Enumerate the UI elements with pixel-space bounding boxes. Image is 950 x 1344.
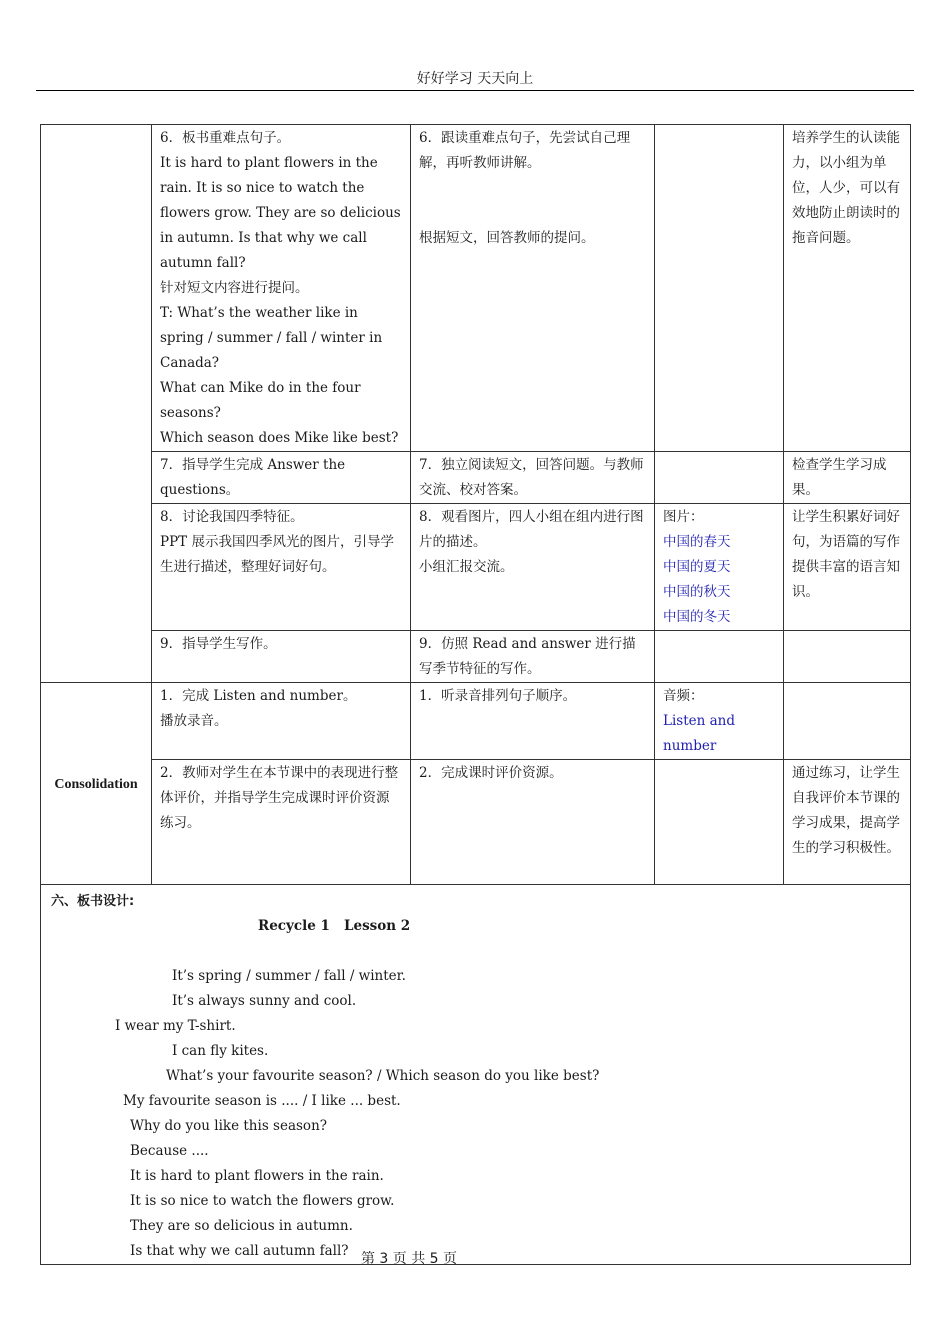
teacher-activity-cell: 2．教师对学生在本节课中的表现进行整体评价，并指导学生完成课时评价资源练习。 [152,760,411,885]
board-design-cell [41,885,911,1265]
table-row [41,631,911,683]
student-activity-cell: 6．跟读重难点句子，先尝试自己理解，再听教师讲解。 根据短文，回答教师的提问。 [411,125,655,452]
resource-cell [655,125,784,452]
table-row [41,504,911,631]
board-design-heading: Recycle 1 Lesson 2 [258,918,411,934]
board-line: I can fly kites. [172,1043,269,1059]
board-line: Is that why we call autumn fall? [130,1243,349,1259]
purpose-cell [784,631,911,683]
board-line: It is hard to plant flowers in the rain. [130,1168,384,1184]
teacher-activity-cell: 8．讨论我国四季特征。 PPT 展示我国四季风光的图片，引导学生进行描述，整理好词好句。 [152,504,411,631]
resource-link-winter[interactable]: 中国的冬天 [663,609,731,625]
stage-cell-empty [41,125,152,683]
resource-link-audio[interactable]: Listen and number [663,713,740,754]
purpose-cell: 让学生积累好词好句，为语篇的写作提供丰富的语言知识。 [784,504,911,631]
board-line: I wear my T-shirt. [115,1018,236,1034]
student-activity-cell: 9．仿照 Read and answer 进行描写季节特征的写作。 [411,631,655,683]
purpose-cell: 通过练习，让学生自我评价本节课的学习成果，提高学生的学习积极性。 [784,760,911,885]
student-activity-cell: 8．观看图片，四人小组在组内进行图片的描述。 小组汇报交流。 [411,504,655,631]
resource-link-summer[interactable]: 中国的夏天 [663,559,731,575]
board-line: My favourite season is .... / I like ... best. [123,1093,401,1109]
table-row [41,760,911,885]
resource-link-autumn[interactable]: 中国的秋天 [663,584,731,600]
resource-cell: 音频： Listen and number [655,683,784,760]
resource-cell [655,760,784,885]
teacher-activity-cell: 6．板书重难点句子。 It is hard to plant flowers in the rain. It is so nice to watch the flowers grow. They are so delicious in autumn. Is that why we call autumn fall? 针对短文内容进行提问。 T: What’s the weather like in spring / summer / fall / winter in Canada? What can Mike do in the four seasons? Which season does Mike like best? [152,125,411,452]
resource-cell [655,452,784,504]
resource-cell [655,631,784,683]
table-row [41,683,911,760]
resource-cell: 图片： 中国的春天 中国的夏天 中国的秋天 中国的冬天 [655,504,784,631]
teacher-activity-cell: 9．指导学生写作。 [152,631,411,683]
student-activity-cell: 2．完成课时评价资源。 [411,760,655,885]
teacher-activity-cell: 1．完成 Listen and number。 播放录音。 [152,683,411,760]
table-row [41,885,911,1265]
board-line: It’s spring / summer / fall / winter. [172,968,406,984]
board-line: What’s your favourite season? / Which season do you like best? [166,1068,600,1084]
purpose-cell [784,683,911,760]
table-row [41,452,911,504]
page-footer: 第 3 页 共 5 页 [360,1251,458,1267]
board-design-title: 六、板书设计: [51,894,135,909]
student-activity-cell: 7．独立阅读短文，回答问题。与教师交流、校对答案。 [411,452,655,504]
purpose-cell: 检查学生学习成果。 [784,452,911,504]
lesson-plan-table [40,124,911,1265]
board-line: It’s always sunny and cool. [172,993,357,1009]
board-line: Because .... [130,1143,209,1159]
page-header: 好好学习 天天向上 [36,68,914,91]
resource-link-spring[interactable]: 中国的春天 [663,534,731,550]
teacher-activity-cell: 7．指导学生完成 Answer the questions。 [152,452,411,504]
table-row [41,125,911,452]
stage-label: Consolidation [41,683,152,885]
purpose-cell: 培养学生的认读能力，以小组为单位，人少，可以有效地防止朗读时的拖音问题。 [784,125,911,452]
student-activity-cell: 1．听录音排列句子顺序。 [411,683,655,760]
board-line: They are so delicious in autumn. [130,1218,353,1234]
board-line: Why do you like this season? [130,1118,327,1134]
board-line: It is so nice to watch the flowers grow. [130,1193,395,1209]
